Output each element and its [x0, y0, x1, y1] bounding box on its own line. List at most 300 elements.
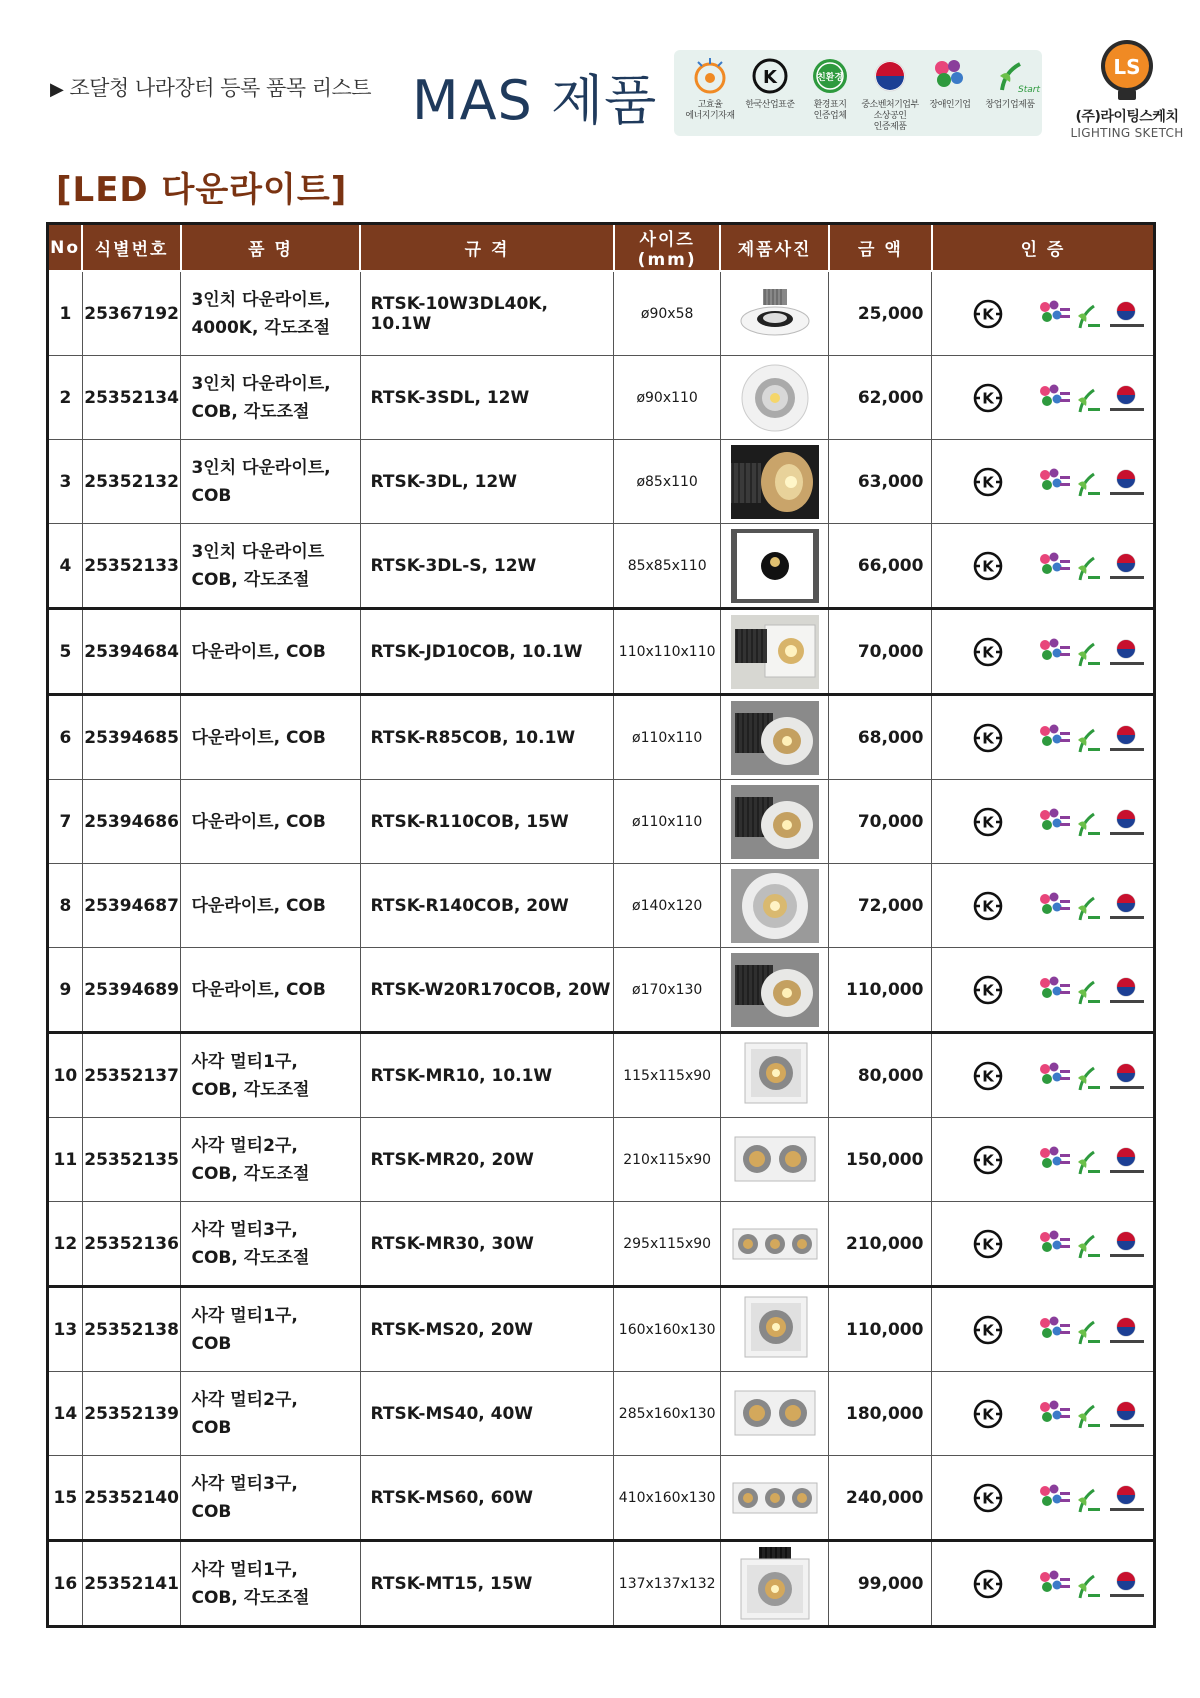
product-certifications — [932, 1033, 1155, 1118]
product-name — [181, 271, 360, 356]
ks-mark-icon — [750, 56, 790, 96]
brand-name: (주)라이팅스케치 — [1075, 109, 1179, 125]
product-certifications — [932, 948, 1155, 1033]
product-name — [181, 1033, 360, 1118]
certification-icons — [1038, 382, 1146, 416]
product-photo-cell — [720, 1541, 829, 1627]
startup-icon — [1078, 558, 1100, 580]
product-photo-cell — [720, 271, 829, 356]
item-id: 25394684 — [82, 609, 181, 695]
eco-label-icon — [810, 56, 850, 96]
product-photo — [731, 529, 819, 603]
product-name-line: 3인치 다운라이트, — [191, 373, 331, 394]
product-photo — [731, 1123, 819, 1197]
product-photo — [731, 1377, 819, 1451]
product-name-line: 사각 멀티1구, — [191, 1305, 298, 1326]
product-certifications — [932, 780, 1155, 864]
svg-text:K: K — [982, 1575, 995, 1593]
product-name-line: 사각 멀티1구, — [191, 1051, 298, 1072]
item-id: 25394687 — [82, 864, 181, 948]
startup-icon — [1078, 814, 1100, 836]
item-id: 25352141 — [82, 1541, 181, 1627]
product-certifications — [932, 695, 1155, 780]
product-photo — [731, 445, 819, 519]
mss-icon — [1110, 1486, 1144, 1511]
row-number: 7 — [48, 780, 83, 864]
disabled-enterprise-icon — [1040, 552, 1070, 574]
ks-mark-icon — [972, 1568, 1004, 1600]
startup-icon — [1078, 1406, 1100, 1428]
mss-icon — [1110, 726, 1144, 751]
product-name-line: 4000K, 각도조절 — [191, 317, 331, 338]
certification-icons — [1038, 1228, 1146, 1262]
row-number: 9 — [48, 948, 83, 1033]
product-photo-cell — [720, 1287, 829, 1372]
item-id: 25394685 — [82, 695, 181, 780]
column-header: 규 격 — [360, 224, 614, 272]
product-name-line: 다운라이트, COB — [191, 727, 326, 748]
svg-text:K: K — [763, 67, 777, 88]
row-number: 2 — [48, 356, 83, 440]
product-photo-cell — [720, 780, 829, 864]
item-id: 25367192 — [82, 271, 181, 356]
svg-text:K: K — [982, 1151, 995, 1169]
ks-mark-icon — [972, 298, 1004, 330]
product-name-line: 사각 멀티3구, — [191, 1473, 298, 1494]
product-photo-cell — [720, 864, 829, 948]
svg-text:K: K — [982, 643, 995, 661]
product-name-line: 다운라이트, COB — [191, 895, 326, 916]
row-number: 13 — [48, 1287, 83, 1372]
product-certifications — [932, 356, 1155, 440]
certification-label: 중소벤처기업부 소상공인 인증제품 — [861, 100, 919, 132]
product-price: 72,000 — [829, 864, 932, 948]
section-title: [LED 다운라이트] — [56, 170, 348, 210]
product-name-line: COB — [191, 1417, 232, 1438]
certification-panel — [674, 50, 1042, 136]
disabled-enterprise-icon — [1040, 1316, 1070, 1338]
product-spec: RTSK-3SDL, 12W — [360, 356, 614, 440]
row-number: 1 — [48, 271, 83, 356]
disabled-enterprise-icon — [1040, 1062, 1070, 1084]
ks-mark-icon — [972, 806, 1004, 838]
product-name-line: 3인치 다운라이트, — [191, 457, 331, 478]
mss-icon — [1110, 1318, 1144, 1343]
certification-icons — [1038, 806, 1146, 840]
item-id: 25352132 — [82, 440, 181, 524]
svg-text:K: K — [982, 813, 995, 831]
disabled-enterprise-icon — [1040, 638, 1070, 660]
ks-mark-icon — [972, 974, 1004, 1006]
certification-label: 한국산업표준 — [745, 100, 795, 110]
product-certifications — [932, 524, 1155, 609]
row-number: 16 — [48, 1541, 83, 1627]
product-name-line: 다운라이트, COB — [191, 811, 326, 832]
ks-mark-icon — [972, 1060, 1004, 1092]
mss-icon — [870, 56, 910, 96]
product-name-line: COB, 각도조절 — [191, 1163, 310, 1184]
product-price: 63,000 — [829, 440, 932, 524]
column-header: No — [48, 224, 83, 272]
startup-icon — [990, 56, 1040, 96]
table-row — [48, 1202, 1155, 1287]
svg-text:K: K — [982, 557, 995, 575]
ks-mark-icon — [972, 382, 1004, 414]
item-id: 25394689 — [82, 948, 181, 1033]
product-size: 85x85x110 — [614, 524, 720, 609]
table-row — [48, 271, 1155, 356]
product-name — [181, 1118, 360, 1202]
svg-text:K: K — [982, 1405, 995, 1423]
table-row — [48, 440, 1155, 524]
table-row — [48, 1033, 1155, 1118]
product-name-line: COB — [191, 485, 232, 506]
mss-icon — [1110, 894, 1144, 919]
svg-text:K: K — [982, 981, 995, 999]
row-number: 10 — [48, 1033, 83, 1118]
product-spec: RTSK-R110COB, 15W — [360, 780, 614, 864]
certification-6 — [980, 56, 1040, 111]
disabled-enterprise-icon — [1040, 1570, 1070, 1592]
svg-text:Start: Start — [1018, 85, 1040, 95]
product-name — [181, 524, 360, 609]
product-name — [181, 1287, 360, 1372]
ks-mark-icon — [972, 466, 1004, 498]
product-photo — [731, 869, 819, 943]
product-photo — [731, 701, 819, 775]
product-price: 99,000 — [829, 1541, 932, 1627]
product-certifications — [932, 1372, 1155, 1456]
product-name-line: COB — [191, 1333, 232, 1354]
svg-text:K: K — [982, 1489, 995, 1507]
product-certifications — [932, 1456, 1155, 1541]
product-price: 80,000 — [829, 1033, 932, 1118]
table-row — [48, 609, 1155, 695]
product-name-line: 3인치 다운라이트 — [191, 541, 325, 562]
product-size: 160x160x130 — [614, 1287, 720, 1372]
item-id: 25352134 — [82, 356, 181, 440]
certification-icons — [1038, 1482, 1146, 1516]
product-size: ø90x58 — [614, 271, 720, 356]
table-row — [48, 864, 1155, 948]
startup-icon — [1078, 644, 1100, 666]
mss-icon — [1110, 470, 1144, 495]
product-size: ø90x110 — [614, 356, 720, 440]
startup-icon — [1078, 898, 1100, 920]
ks-mark-icon — [972, 1314, 1004, 1346]
table-row — [48, 695, 1155, 780]
product-photo — [731, 277, 819, 351]
product-photo — [731, 615, 819, 689]
certification-2 — [740, 56, 800, 111]
product-spec: RTSK-3DL, 12W — [360, 440, 614, 524]
page-header — [0, 0, 1200, 210]
certification-3 — [800, 56, 860, 122]
product-table — [46, 222, 1156, 1628]
column-header: 인 증 — [932, 224, 1155, 272]
ks-mark-icon — [972, 636, 1004, 668]
product-size: 285x160x130 — [614, 1372, 720, 1456]
table-row — [48, 524, 1155, 609]
mss-icon — [1110, 386, 1144, 411]
product-photo — [731, 1547, 819, 1621]
product-name-line: COB, 각도조절 — [191, 1247, 310, 1268]
product-name-line: 다운라이트, COB — [191, 641, 326, 662]
ks-mark-icon — [972, 550, 1004, 582]
disabled-enterprise-icon — [1040, 1146, 1070, 1168]
row-number: 3 — [48, 440, 83, 524]
certification-5 — [920, 56, 980, 111]
product-name — [181, 1541, 360, 1627]
certification-icons — [1038, 1398, 1146, 1432]
product-spec: RTSK-MS20, 20W — [360, 1287, 614, 1372]
disabled-enterprise-icon — [1040, 808, 1070, 830]
disabled-enterprise-icon — [930, 56, 970, 96]
table-row — [48, 1456, 1155, 1541]
table-row — [48, 1287, 1155, 1372]
tagline-text: 조달청 나라장터 등록 품목 리스트 — [69, 76, 372, 100]
column-header: 제품사진 — [720, 224, 829, 272]
certification-icons — [1038, 636, 1146, 670]
product-name — [181, 1202, 360, 1287]
product-size: 115x115x90 — [614, 1033, 720, 1118]
table-header-row — [48, 224, 1155, 272]
certification-label: 고효율 에너지기자재 — [685, 100, 735, 121]
disabled-enterprise-icon — [1040, 724, 1070, 746]
startup-icon — [1078, 1490, 1100, 1512]
mss-icon — [1110, 1402, 1144, 1427]
product-spec: RTSK-R85COB, 10.1W — [360, 695, 614, 780]
product-price: 150,000 — [829, 1118, 932, 1202]
ks-mark-icon — [972, 722, 1004, 754]
product-name-line: COB, 각도조절 — [191, 1079, 310, 1100]
certification-icons — [1038, 1060, 1146, 1094]
brand-name-en: LIGHTING SKETCH — [1070, 126, 1184, 140]
row-number: 14 — [48, 1372, 83, 1456]
row-number: 11 — [48, 1118, 83, 1202]
disabled-enterprise-icon — [1040, 1484, 1070, 1506]
startup-icon — [1078, 390, 1100, 412]
product-size: 210x115x90 — [614, 1118, 720, 1202]
disabled-enterprise-icon — [1040, 384, 1070, 406]
row-number: 6 — [48, 695, 83, 780]
column-header: 금 액 — [829, 224, 932, 272]
startup-icon — [1078, 982, 1100, 1004]
disabled-enterprise-icon — [1040, 1400, 1070, 1422]
certification-1 — [680, 56, 740, 122]
product-spec: RTSK-MR10, 10.1W — [360, 1033, 614, 1118]
product-photo — [731, 1293, 819, 1367]
product-photo — [731, 361, 819, 435]
product-photo-cell — [720, 1202, 829, 1287]
product-name-line: 사각 멀티2구, — [191, 1135, 298, 1156]
high-efficiency-icon — [690, 56, 730, 96]
product-certifications — [932, 1541, 1155, 1627]
table-row — [48, 1118, 1155, 1202]
product-certifications — [932, 609, 1155, 695]
product-name-line: COB, 각도조절 — [191, 1587, 310, 1608]
product-name — [181, 1456, 360, 1541]
column-header: 사이즈(mm) — [614, 224, 720, 272]
product-photo — [731, 785, 819, 859]
product-price: 110,000 — [829, 1287, 932, 1372]
disabled-enterprise-icon — [1040, 976, 1070, 998]
mss-icon — [1110, 1148, 1144, 1173]
product-name — [181, 440, 360, 524]
company-brand — [1062, 38, 1192, 148]
product-spec: RTSK-3DL-S, 12W — [360, 524, 614, 609]
page-title: MAS 제품 — [412, 69, 658, 132]
product-photo-cell — [720, 695, 829, 780]
product-photo-cell — [720, 356, 829, 440]
product-price: 240,000 — [829, 1456, 932, 1541]
disabled-enterprise-icon — [1040, 468, 1070, 490]
mss-icon — [1110, 978, 1144, 1003]
product-size: ø85x110 — [614, 440, 720, 524]
startup-icon — [1078, 474, 1100, 496]
product-name-line: COB — [191, 1501, 232, 1522]
lightbulb-logo-icon — [1094, 38, 1160, 104]
mss-icon — [1110, 640, 1144, 665]
product-photo-cell — [720, 524, 829, 609]
item-id: 25394686 — [82, 780, 181, 864]
certification-icons — [1038, 1144, 1146, 1178]
disabled-enterprise-icon — [1040, 1230, 1070, 1252]
startup-icon — [1078, 306, 1100, 328]
product-certifications — [932, 1202, 1155, 1287]
product-photo-cell — [720, 948, 829, 1033]
certification-icons — [1038, 466, 1146, 500]
product-name-line: 다운라이트, COB — [191, 979, 326, 1000]
certification-icons — [1038, 1314, 1146, 1348]
svg-text:K: K — [982, 473, 995, 491]
product-size: ø110x110 — [614, 780, 720, 864]
product-name — [181, 695, 360, 780]
ks-mark-icon — [972, 1398, 1004, 1430]
product-certifications — [932, 440, 1155, 524]
product-price: 25,000 — [829, 271, 932, 356]
product-photo — [731, 953, 819, 1027]
product-price: 70,000 — [829, 780, 932, 864]
product-spec: RTSK-MR20, 20W — [360, 1118, 614, 1202]
row-number: 8 — [48, 864, 83, 948]
table-body — [48, 271, 1155, 1627]
product-spec: RTSK-JD10COB, 10.1W — [360, 609, 614, 695]
product-name-line: COB, 각도조절 — [191, 401, 310, 422]
svg-text:K: K — [982, 1235, 995, 1253]
row-number: 5 — [48, 609, 83, 695]
product-name — [181, 948, 360, 1033]
product-spec: RTSK-R140COB, 20W — [360, 864, 614, 948]
product-certifications — [932, 1287, 1155, 1372]
row-number: 4 — [48, 524, 83, 609]
row-number: 12 — [48, 1202, 83, 1287]
product-size: 110x110x110 — [614, 609, 720, 695]
product-size: 295x115x90 — [614, 1202, 720, 1287]
product-photo-cell — [720, 1456, 829, 1541]
certification-icons — [1038, 890, 1146, 924]
item-id: 25352136 — [82, 1202, 181, 1287]
product-photo — [731, 1207, 819, 1281]
item-id: 25352140 — [82, 1456, 181, 1541]
product-spec: RTSK-MS40, 40W — [360, 1372, 614, 1456]
product-size: 410x160x130 — [614, 1456, 720, 1541]
startup-icon — [1078, 1576, 1100, 1598]
mss-icon — [1110, 554, 1144, 579]
svg-text:K: K — [982, 389, 995, 407]
product-price: 66,000 — [829, 524, 932, 609]
product-name — [181, 1372, 360, 1456]
product-name-line: 사각 멀티1구, — [191, 1559, 298, 1580]
startup-icon — [1078, 730, 1100, 752]
mss-icon — [1110, 1572, 1144, 1597]
product-photo-cell — [720, 1033, 829, 1118]
startup-icon — [1078, 1068, 1100, 1090]
certification-icons — [1038, 974, 1146, 1008]
startup-icon — [1078, 1152, 1100, 1174]
ks-mark-icon — [972, 1228, 1004, 1260]
product-name — [181, 864, 360, 948]
table-row — [48, 1372, 1155, 1456]
svg-text:친환경: 친환경 — [816, 73, 844, 83]
product-spec: RTSK-MT15, 15W — [360, 1541, 614, 1627]
product-photo — [731, 1461, 819, 1535]
product-spec: RTSK-W20R170COB, 20W — [360, 948, 614, 1033]
product-price: 210,000 — [829, 1202, 932, 1287]
startup-icon — [1078, 1236, 1100, 1258]
product-name-line: 3인치 다운라이트, — [191, 289, 331, 310]
product-price: 180,000 — [829, 1372, 932, 1456]
mss-icon — [1110, 1232, 1144, 1257]
product-size: 137x137x132 — [614, 1541, 720, 1627]
ks-mark-icon — [972, 890, 1004, 922]
product-certifications — [932, 1118, 1155, 1202]
product-spec: RTSK-MS60, 60W — [360, 1456, 614, 1541]
product-photo-cell — [720, 1372, 829, 1456]
svg-text:K: K — [982, 897, 995, 915]
svg-text:K: K — [982, 729, 995, 747]
triangle-bullet-icon: ▶ — [50, 79, 64, 100]
item-id: 25352137 — [82, 1033, 181, 1118]
product-photo — [731, 1039, 819, 1113]
disabled-enterprise-icon — [1040, 892, 1070, 914]
product-name-line: COB, 각도조절 — [191, 569, 310, 590]
product-size: ø170x130 — [614, 948, 720, 1033]
disabled-enterprise-icon — [1040, 300, 1070, 322]
mss-icon — [1110, 1064, 1144, 1089]
certification-label: 창업기업제품 — [985, 100, 1035, 110]
table-row — [48, 1541, 1155, 1627]
tagline — [50, 72, 371, 102]
item-id: 25352135 — [82, 1118, 181, 1202]
certification-label: 환경표지 인증업체 — [813, 100, 847, 121]
product-price: 110,000 — [829, 948, 932, 1033]
brand-logo-text: LS — [1113, 55, 1141, 79]
item-id: 25352138 — [82, 1287, 181, 1372]
certification-icons — [1038, 1568, 1146, 1602]
product-certifications — [932, 864, 1155, 948]
item-id: 25352139 — [82, 1372, 181, 1456]
table-row — [48, 356, 1155, 440]
product-name — [181, 609, 360, 695]
product-name — [181, 356, 360, 440]
certification-icons — [1038, 298, 1146, 332]
svg-text:K: K — [982, 305, 995, 323]
certification-4 — [860, 56, 920, 133]
svg-text:K: K — [982, 1321, 995, 1339]
product-spec: RTSK-10W3DL40K, 10.1W — [360, 271, 614, 356]
certification-icons — [1038, 550, 1146, 584]
